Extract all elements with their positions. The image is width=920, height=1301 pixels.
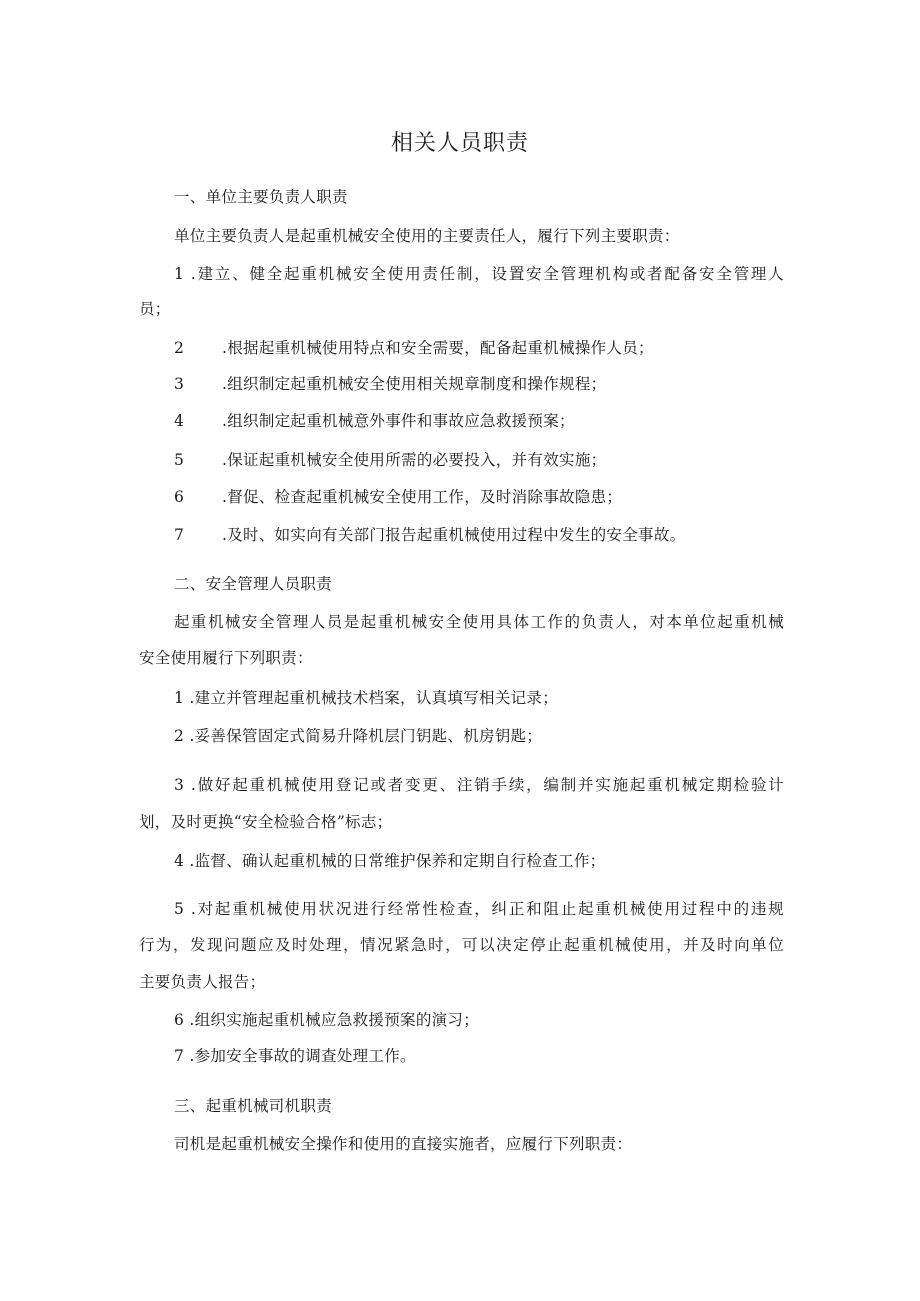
item-number: 2 bbox=[174, 339, 185, 357]
item-text: .及时、如实向有关部门报告起重机械使用过程中发生的安全事故。 bbox=[222, 526, 686, 544]
item-number: 1 bbox=[174, 689, 185, 707]
item-text: .督促、检查起重机械安全使用工作，及时消除事故隐患； bbox=[222, 488, 623, 506]
item-text: .保证起重机械安全使用所需的必要投入，并有效实施； bbox=[222, 451, 607, 469]
section2-item3-line1 bbox=[174, 775, 784, 795]
section3-heading: 三、起重机械司机职责 bbox=[174, 1097, 333, 1115]
page-title: 相关人员职责 bbox=[390, 131, 529, 156]
section2-intro-line1: 起重机械安全管理人员是起重机械安全使用具体工作的负责人，对本单位起重机械 bbox=[174, 613, 784, 631]
item-text: .监督、确认起重机械的日常维护保养和定期自行检查工作； bbox=[189, 852, 606, 870]
item-text: .建立并管理起重机械技术档案，认真填写相关记录； bbox=[189, 689, 559, 707]
section2-intro-line2: 安全使用履行下列职责： bbox=[139, 649, 313, 667]
section2-item4 bbox=[174, 851, 605, 871]
item-text: .根据起重机械使用特点和安全需要，配备起重机械操作人员； bbox=[222, 339, 654, 357]
section1-item2 bbox=[174, 338, 654, 358]
item-text: .妥善保管固定式简易升降机层门钥匙、机房钥匙； bbox=[189, 727, 543, 745]
item-number: 2 bbox=[174, 727, 185, 745]
section2-item5-line2: 行为，发现问题应及时处理，情况紧急时，可以决定停止起重机械使用，并及时向单位 bbox=[139, 936, 784, 954]
section1-item1-line1 bbox=[174, 264, 784, 284]
section3-intro: 司机是起重机械安全操作和使用的直接实施者，应履行下列职责： bbox=[174, 1135, 633, 1153]
item-number: 3 bbox=[174, 776, 185, 794]
item-text: .参加安全事故的调查处理工作。 bbox=[189, 1047, 416, 1065]
section2-item5-line1 bbox=[174, 899, 784, 919]
item-number: 1 bbox=[174, 265, 185, 283]
item-text: .对起重机械使用状况进行经常性检查，纠正和阻止起重机械使用过程中的违规 bbox=[190, 900, 784, 918]
section2-item2 bbox=[174, 726, 542, 746]
item-number: 5 bbox=[174, 451, 185, 469]
item-text: .组织实施起重机械应急救援预案的演习； bbox=[189, 1011, 480, 1029]
item-text: .建立、健全起重机械安全使用责任制，设置安全管理机构或者配备安全管理人 bbox=[190, 265, 784, 283]
section1-item6 bbox=[174, 487, 622, 507]
section1-heading: 一、单位主要负责人职责 bbox=[174, 188, 348, 206]
item-number: 5 bbox=[174, 900, 185, 918]
section1-item4 bbox=[174, 411, 575, 431]
section2-item1 bbox=[174, 688, 558, 708]
section1-item3 bbox=[174, 374, 606, 394]
item-number: 3 bbox=[174, 375, 185, 393]
item-number: 7 bbox=[174, 526, 185, 544]
item-number: 6 bbox=[174, 1011, 185, 1029]
item-text: .组织制定起重机械安全使用相关规章制度和操作规程； bbox=[222, 375, 607, 393]
section1-item7 bbox=[174, 525, 685, 545]
section2-item6 bbox=[174, 1010, 479, 1030]
section1-intro: 单位主要负责人是起重机械安全使用的主要责任人，履行下列主要职责： bbox=[174, 227, 680, 245]
section2-heading: 二、安全管理人员职责 bbox=[174, 575, 333, 593]
section1-item1-line2: 员； bbox=[139, 300, 171, 318]
section2-item7 bbox=[174, 1046, 416, 1066]
item-number: 7 bbox=[174, 1047, 185, 1065]
item-number: 6 bbox=[174, 488, 185, 506]
item-text: .做好起重机械使用登记或者变更、注销手续，编制并实施起重机械定期检验计 bbox=[190, 776, 784, 794]
item-number: 4 bbox=[174, 852, 185, 870]
section2-item3-line2: 划，及时更换“安全检验合格”标志； bbox=[139, 813, 393, 831]
section2-item5-line3: 主要负责人报告； bbox=[139, 973, 266, 991]
section1-item5 bbox=[174, 450, 606, 470]
item-number: 4 bbox=[174, 412, 185, 430]
item-text: .组织制定起重机械意外事件和事故应急救援预案； bbox=[222, 412, 575, 430]
